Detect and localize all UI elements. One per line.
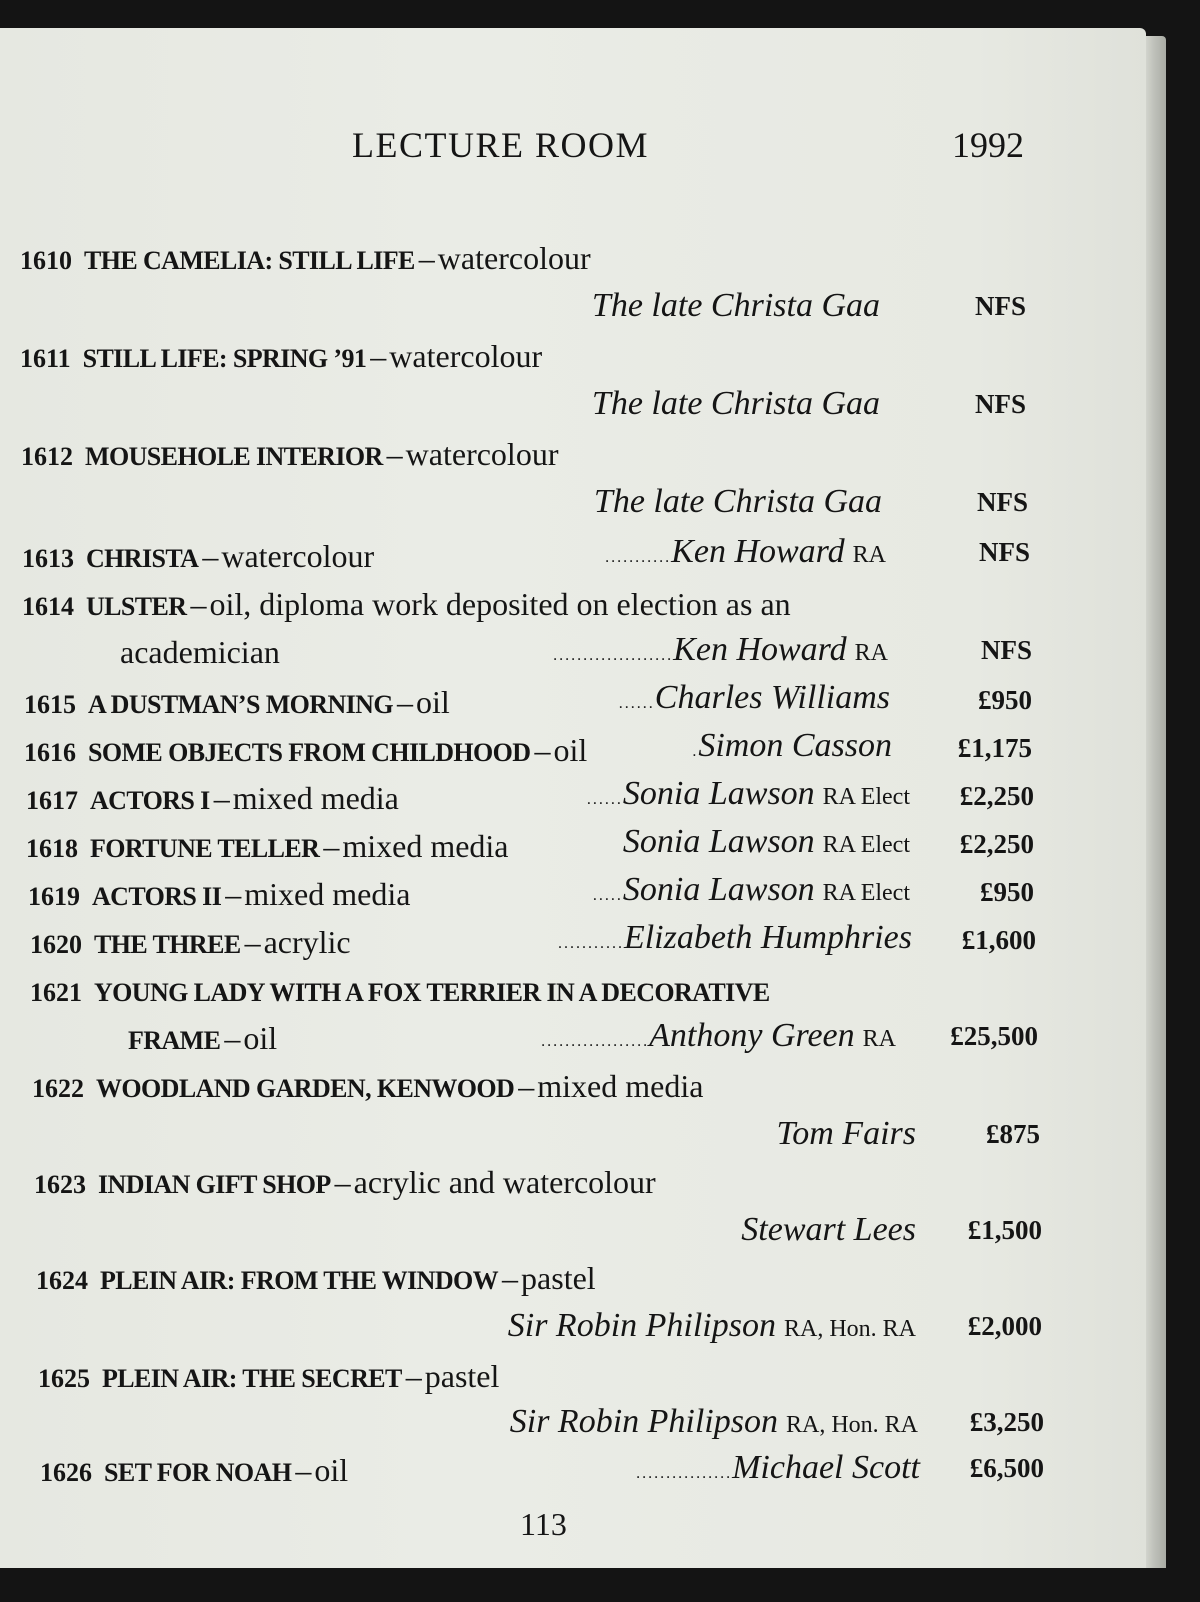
entry-number: 1614: [22, 592, 74, 621]
entry-artist: Ken Howard: [671, 533, 845, 570]
entry-1613-line: 1613 CHRISTA –watercolour: [22, 538, 375, 574]
entry-price: NFS: [974, 291, 1026, 321]
entry-title: SOME OBJECTS FROM CHILDHOOD: [88, 738, 531, 767]
entry-1623-line: 1623 INDIAN GIFT SHOP –acrylic and watercolour: [34, 1164, 656, 1200]
entry-1625-artist-line: [510, 1400, 918, 1444]
entry-1617-artist-line: [587, 772, 910, 816]
entry-title: INDIAN GIFT SHOP: [98, 1170, 331, 1199]
entry-artist-suffix: RA: [862, 1026, 896, 1052]
entry-medium: watercolour: [221, 538, 375, 574]
entry-medium: mixed media: [244, 876, 411, 912]
entry-price: £950: [980, 877, 1034, 907]
entry-1614-cont-line: [120, 630, 280, 674]
entry-medium: mixed media: [537, 1068, 704, 1104]
entry-medium: oil: [553, 732, 588, 768]
catalogue-page: [0, 28, 1146, 1568]
entry-artist: The late Christa Gaa: [593, 483, 882, 520]
entry-title: WOODLAND GARDEN, KENWOOD: [96, 1074, 515, 1103]
entry-artist: The late Christa Gaa: [591, 385, 880, 422]
entry-title: STILL LIFE: SPRING ’91: [82, 344, 367, 373]
entry-1621-artist-line: [541, 1014, 896, 1058]
entry-1611-line: 1611 STILL LIFE: SPRING ’91 –watercolour: [20, 338, 543, 374]
entry-number: 1623: [34, 1170, 86, 1199]
entry-price: £950: [978, 685, 1032, 715]
entry-number: 1617: [26, 786, 78, 815]
entry-1615-line: 1615 A DUSTMAN’S MORNING –oil: [24, 684, 450, 720]
dot-leader: .: [692, 743, 699, 760]
entry-artist: Sir Robin Philipson: [509, 1403, 778, 1440]
entry-number: 1616: [24, 738, 76, 767]
entry-1614-line: 1614 ULSTER –oil, diploma work deposited on election as an: [22, 586, 791, 622]
entry-list: [0, 28, 1146, 1568]
entry-1621-cont-line: FRAME –oil: [128, 1020, 278, 1056]
entry-1626-artist-line: [636, 1446, 920, 1490]
entry-medium: mixed media: [342, 828, 509, 864]
entry-title: MOUSEHOLE INTERIOR: [85, 442, 383, 471]
entry-price: NFS: [978, 537, 1030, 567]
entry-title: PLEIN AIR: THE SECRET: [102, 1364, 402, 1393]
entry-title: FORTUNE TELLER: [90, 834, 320, 863]
entry-1611-artist-line: [592, 382, 880, 426]
entry-1614-artist-line: [553, 628, 888, 672]
entry-1624-line: 1624 PLEIN AIR: FROM THE WINDOW –pastel: [36, 1260, 596, 1296]
entry-price: NFS: [976, 487, 1028, 517]
entry-artist: Sonia Lawson: [622, 823, 815, 860]
entry-artist: Elizabeth Humphries: [623, 919, 912, 956]
page-title: LECTURE ROOM: [352, 125, 649, 165]
entry-price: NFS: [980, 635, 1032, 665]
entry-1625-line: 1625 PLEIN AIR: THE SECRET –pastel: [38, 1358, 500, 1394]
entry-1612-line: 1612 MOUSEHOLE INTERIOR –watercolour: [21, 436, 559, 472]
entry-1626-line: 1626 SET FOR NOAH –oil: [40, 1452, 349, 1488]
entry-price: £2,000: [967, 1311, 1042, 1341]
entry-medium: watercolour: [437, 240, 591, 276]
dot-leader: ......: [618, 695, 655, 712]
entry-medium: oil, diploma work deposited on election as an: [209, 586, 791, 622]
entry-1612-artist-line: [594, 480, 882, 524]
entry-price: £6,500: [969, 1453, 1044, 1483]
entry-number: 1615: [24, 690, 76, 719]
dot-leader: .....: [592, 887, 623, 904]
entry-artist-suffix: RA: [852, 542, 886, 568]
entry-title: A DUSTMAN’S MORNING: [88, 690, 393, 719]
entry-medium-cont: academician: [120, 634, 280, 670]
dot-leader: ................: [636, 1465, 733, 1482]
entry-number: 1610: [20, 246, 72, 275]
entry-1616-line: 1616 SOME OBJECTS FROM CHILDHOOD –oil: [24, 732, 588, 768]
entry-1610-artist-line: [592, 284, 880, 328]
entry-1622-line: 1622 WOODLAND GARDEN, KENWOOD –mixed media: [32, 1068, 704, 1104]
dot-leader: ..................: [541, 1033, 650, 1050]
entry-artist-suffix: RA Elect: [822, 832, 910, 858]
entry-1615-artist-line: [619, 676, 890, 720]
entry-price: £1,500: [967, 1215, 1042, 1245]
entry-1620-line: 1620 THE THREE –acrylic: [30, 924, 351, 960]
entry-medium: acrylic: [263, 924, 351, 960]
entry-medium: acrylic and watercolour: [353, 1164, 656, 1200]
entry-artist-suffix: RA: [854, 640, 888, 666]
entry-price: £2,250: [959, 781, 1034, 811]
entry-1624-artist-line: [508, 1304, 916, 1348]
entry-medium: oil: [314, 1452, 349, 1488]
entry-1618-artist-line: [623, 820, 910, 864]
entry-artist: Michael Scott: [732, 1449, 920, 1486]
entry-title: PLEIN AIR: FROM THE WINDOW: [100, 1266, 499, 1295]
entry-title: YOUNG LADY WITH A FOX TERRIER IN A DECORATIVE: [94, 978, 770, 1007]
entry-title-cont: FRAME: [128, 1026, 221, 1055]
page-edge: [1146, 36, 1166, 1568]
entry-number: 1612: [21, 442, 73, 471]
entry-price: £1,600: [961, 925, 1036, 955]
dot-leader: ...........: [557, 935, 624, 952]
entry-1617-line: 1617 ACTORS I –mixed media: [26, 780, 399, 816]
entry-artist: Sir Robin Philipson: [507, 1307, 776, 1344]
entry-artist: Sonia Lawson: [622, 871, 815, 908]
entry-price: NFS: [974, 389, 1026, 419]
entry-number: 1618: [26, 834, 78, 863]
entry-1618-line: 1618 FORTUNE TELLER –mixed media: [26, 828, 509, 864]
entry-artist: Simon Casson: [698, 727, 892, 764]
entry-medium: pastel: [424, 1358, 500, 1394]
entry-medium: pastel: [521, 1260, 596, 1296]
entry-medium: watercolour: [389, 338, 543, 374]
entry-artist-suffix: RA Elect: [822, 784, 910, 810]
entry-number: 1626: [40, 1458, 92, 1487]
entry-1613-artist-line: [605, 530, 886, 574]
page-year: 1992: [952, 125, 1024, 165]
entry-artist: Tom Fairs: [776, 1115, 916, 1152]
entry-number: 1621: [30, 978, 82, 1007]
entry-title: SET FOR NOAH: [104, 1458, 292, 1487]
entry-1610-line: 1610 THE CAMELIA: STILL LIFE –watercolour: [20, 240, 591, 276]
entry-price: £2,250: [959, 829, 1034, 859]
entry-number: 1620: [30, 930, 82, 959]
entry-title: ACTORS II: [92, 882, 222, 911]
entry-title: ULSTER: [86, 592, 187, 621]
entry-artist: Anthony Green: [649, 1017, 855, 1054]
entry-title: THE CAMELIA: STILL LIFE: [84, 246, 415, 275]
entry-price: £25,500: [950, 1021, 1038, 1051]
entry-medium: watercolour: [405, 436, 559, 472]
entry-number: 1625: [38, 1364, 90, 1393]
entry-price: £1,175: [957, 733, 1032, 763]
entry-number: 1613: [22, 544, 74, 573]
entry-artist: Ken Howard: [673, 631, 847, 668]
entry-medium: mixed media: [232, 780, 399, 816]
entry-artist-suffix: RA, Hon. RA: [783, 1316, 916, 1342]
entry-1616-artist-line: [692, 724, 892, 768]
entry-1619-line: 1619 ACTORS II –mixed media: [28, 876, 411, 912]
entry-number: 1611: [20, 344, 71, 373]
entry-number: 1619: [28, 882, 80, 911]
entry-artist: Charles Williams: [654, 679, 890, 716]
entry-artist: The late Christa Gaa: [591, 287, 880, 324]
entry-number: 1624: [36, 1266, 88, 1295]
dot-leader: ......: [586, 791, 623, 808]
entry-1620-artist-line: [558, 916, 912, 960]
entry-medium: oil: [415, 684, 450, 720]
entry-title: CHRISTA: [86, 544, 199, 573]
entry-title: ACTORS I: [90, 786, 210, 815]
dot-leader: ....................: [553, 647, 674, 664]
entry-artist-suffix: RA, Hon. RA: [785, 1412, 918, 1438]
entry-number: 1622: [32, 1074, 84, 1103]
entry-1619-artist-line: [593, 868, 910, 912]
entry-title: THE THREE: [94, 930, 241, 959]
page-number: 113: [520, 1506, 567, 1542]
entry-medium: oil: [243, 1020, 278, 1056]
entry-1621-line: [30, 968, 770, 1012]
entry-artist-suffix: RA Elect: [822, 880, 910, 906]
entry-artist: Stewart Lees: [741, 1211, 916, 1248]
entry-price: £3,250: [969, 1407, 1044, 1437]
dot-leader: ...........: [605, 549, 672, 566]
entry-price: £875: [986, 1119, 1040, 1149]
entry-artist: Sonia Lawson: [622, 775, 815, 812]
